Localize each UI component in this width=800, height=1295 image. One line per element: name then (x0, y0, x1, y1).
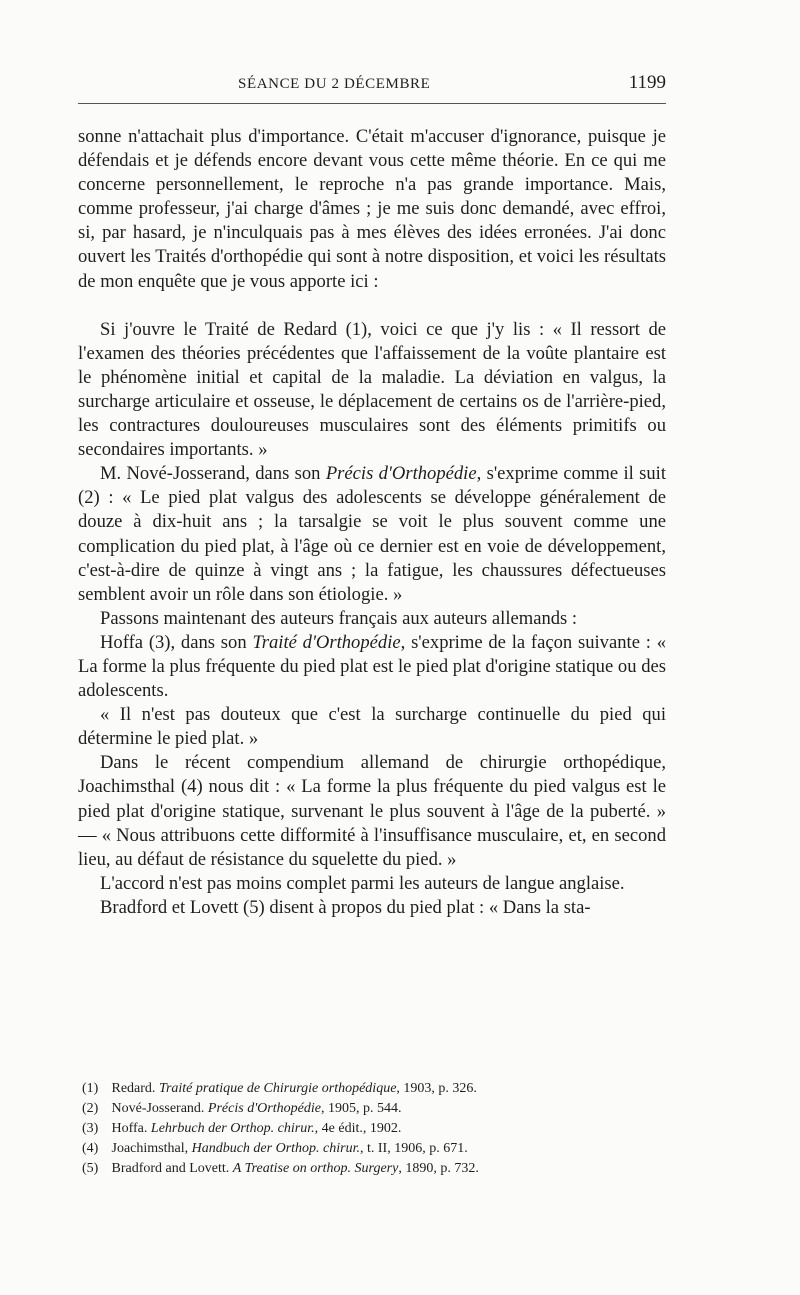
text-segment: , s'exprime de la façon suivante : « La forme la plus fréquente du pied plat est le pied plat d'origine statique ou des adolescents. (78, 631, 666, 702)
footnote-author: Redard. (111, 1081, 156, 1096)
page-number: 1199 (628, 72, 666, 93)
footnote-author: Nové-Josserand. (111, 1101, 205, 1116)
header-rule (78, 103, 666, 104)
text-segment: Hoffa (3), dans son (100, 631, 253, 653)
footnote-mark: (5) (82, 1161, 99, 1176)
footnotes (78, 1079, 666, 1179)
page-header (78, 72, 666, 98)
paragraph-bradford-lovett: Bradford et Lovett (5) disent à propos du pied plat : « Dans la sta- (100, 896, 591, 918)
footnote-details: , 1890, p. 732. (398, 1161, 479, 1176)
paragraph-nove-josserand (78, 462, 666, 607)
paragraph-english-authors: L'accord n'est pas moins complet parmi les auteurs de langue anglaise. (100, 872, 625, 894)
footnote-author: Hoffa. (111, 1121, 148, 1136)
paragraph-hoffa (78, 631, 666, 703)
footnote-mark: (4) (82, 1141, 99, 1156)
footnote-details: , t. II, 1906, p. 671. (360, 1141, 468, 1156)
footnote-title: Traité pratique de Chirurgie orthopédique (158, 1081, 397, 1096)
paragraph-quote-surcharge: « Il n'est pas douteux que c'est la surcharge continuelle du pied qui détermine le pied plat. » (78, 704, 666, 750)
footnote-details: , 1905, p. 544. (320, 1101, 402, 1116)
footnote-mark: (3) (82, 1121, 99, 1136)
book-title: Traité d'Orthopédie (252, 631, 401, 653)
footnote-mark: (1) (82, 1081, 99, 1096)
footnote-title: Handbuch der Orthop. chirur. (191, 1141, 360, 1156)
footnote (78, 1079, 666, 1099)
footnote-title: Lehrbuch der Orthop. chirur. (150, 1121, 315, 1136)
footnote-details: , 4e édit., 1902. (314, 1121, 402, 1136)
paragraph-continuation: sonne n'attachait plus d'importance. C'était m'accuser d'ignorance, puisque je défendais et je défends encore devant vous cette même théorie. En ce qui me concerne personnellement, le reproche n'a pas grande importance. Mais, comme professeur, j'ai charge d'âmes ; je me suis donc demandé, avec effroi, si, par hasard, je n'inculquais pas à mes élèves des idées erronées. J'ai donc ouvert les Traités d'orthopédie qui sont à notre disposition, et voici les résultats de mon enquête que je vous apporte ici : (78, 126, 666, 292)
footnote (78, 1139, 666, 1159)
footnote-author: Bradford and Lovett. (111, 1161, 230, 1176)
footnote-author: Joachimsthal, (111, 1141, 189, 1156)
paragraph-joachimsthal: Dans le récent compendium allemand de chirurgie orthopédique, Joachimsthal (4) nous dit : « La forme la plus fréquente du pied valgus est le pied plat d'origine statique, survenant le plus souvent à l'âge de la puberté. » — « Nous attribuons cette difformité à l'insuffisance musculaire, et, en second lieu, au défaut de résistance du squelette du pied. » (78, 752, 666, 870)
running-title: SÉANCE DU 2 DÉCEMBRE (238, 76, 431, 92)
footnote (78, 1119, 666, 1139)
paragraph-transition: Passons maintenant des auteurs français aux auteurs allemands : (100, 607, 578, 629)
document-page (78, 0, 666, 1295)
book-title: Précis d'Orthopédie (325, 463, 477, 485)
footnote-title: A Treatise on orthop. Surgery (232, 1161, 399, 1176)
text-segment: , s'exprime comme il suit (2) : « Le pied plat valgus des adolescents se développe généralement de douze à dix-huit ans ; la tarsalgie se voit le plus souvent comme une complication du pied plat, à l'âge où ce dernier est en voie de développement, c'est-à-dire de quinze à vingt ans ; la fatigue, les chaussures défectueuses semblent avoir un rôle dans son étiologie. » (78, 463, 666, 605)
footnote-mark: (2) (82, 1101, 99, 1116)
paragraph-redard: Si j'ouvre le Traité de Redard (1), voici ce que j'y lis : « Il ressort de l'examen des théories précédentes que l'affaissement de la voûte plantaire est le phénomène initial et capital de la maladie. La déviation en valgus, la surcharge articulaire et osseuse, le déplacement de certains os de l'arrière-pied, les contractures douloureuses musculaires sont des éléments primitifs ou secondaires importants. » (78, 318, 666, 461)
footnote (78, 1159, 666, 1179)
body-text (78, 125, 666, 920)
footnote (78, 1099, 666, 1119)
footnote-title: Précis d'Orthopédie (207, 1101, 321, 1116)
text-segment: M. Nové-Josserand, dans son (100, 463, 326, 485)
footnote-details: , 1903, p. 326. (396, 1081, 477, 1096)
